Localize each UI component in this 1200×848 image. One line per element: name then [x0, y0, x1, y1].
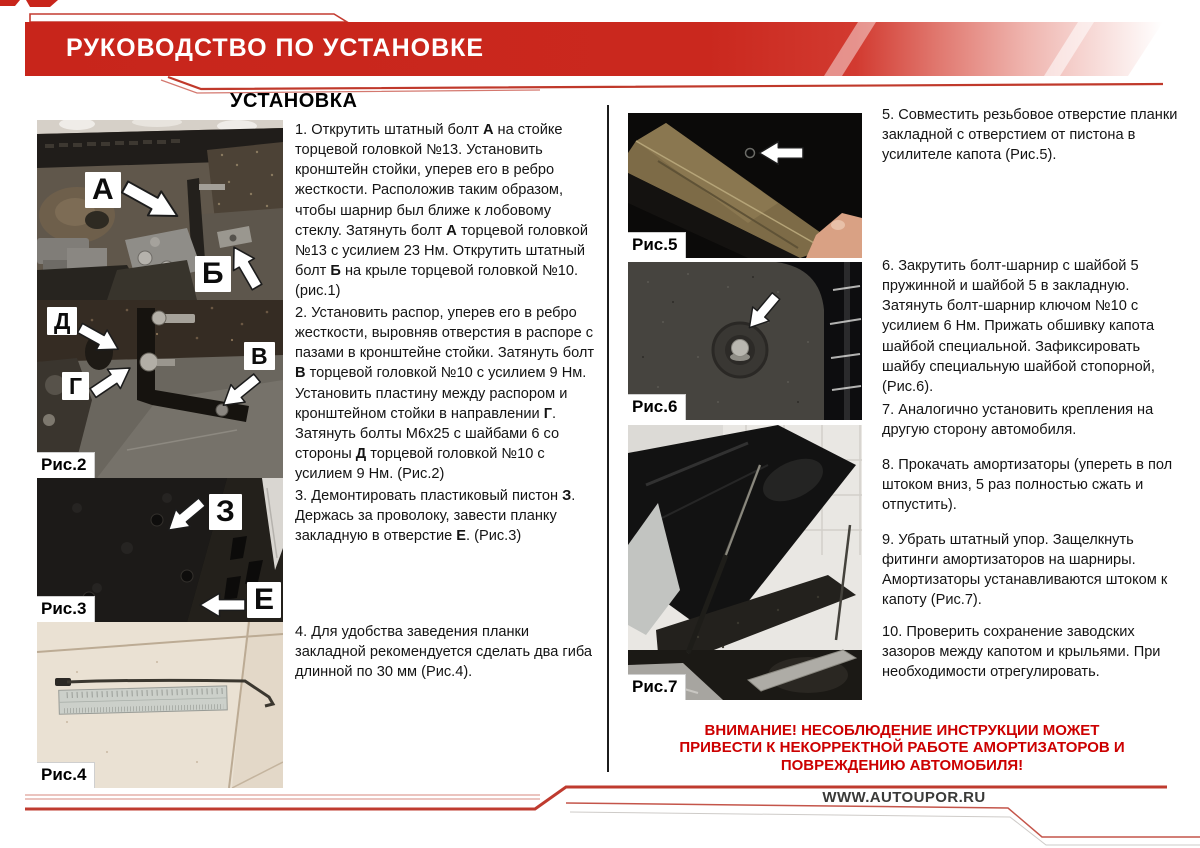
marker-v: В	[244, 342, 275, 370]
figure-caption: Рис.7	[628, 674, 686, 700]
page-title: РУКОВОДСТВО ПО УСТАНОВКЕ	[66, 34, 485, 62]
website-text: WWW.AUTOUPOR.RU	[822, 789, 986, 806]
step-2: 2. Установить распор, уперев его в ребро жесткости, выровняв отверстия в распоре с пазами в кронштейне стойки. Затянуть болт В торцевой головкой №10 с усилием 9 Нм. Установить пластину между распором и кронштейном стойки в направлении Г. Затянуть болты М6х25 с шайбами 6 со стороны Д торцевой головкой №10 с усилием 9 Нм. (Рис.2)	[295, 305, 595, 482]
open-hood-photo	[628, 425, 862, 700]
engine-bay-photo	[37, 120, 283, 300]
marker-a: А	[85, 172, 121, 208]
marker-e: Е	[247, 582, 281, 618]
corner-accent2-icon	[26, 0, 58, 7]
figure-ris2	[37, 300, 283, 478]
step-3: 3. Демонтировать пластиковый пистон З. Держась за проволоку, завести планку закладную в отверстие Е. (Рис.3)	[295, 488, 576, 545]
marker-b: Б	[195, 256, 231, 292]
column-divider	[607, 105, 609, 772]
figure-ris5	[628, 113, 862, 258]
figure-caption: Рис.6	[628, 394, 686, 420]
step-10: 10. Проверить сохранение заводских зазоров между капотом и крыльями. При необходимости отрегулировать.	[882, 624, 1161, 681]
banner-underline	[168, 77, 1163, 89]
figure-caption: Рис.3	[37, 596, 95, 622]
step-1: 1. Открутить штатный болт А на стойке торцевой головкой №13. Установить кронштейн стойки, уперев его в ребро жесткости. Расположив таким образом, чтобы шарнир был ближе к лобовому стеклу. Затянуть болт А торцевой головкой №13 с усилием 23 Нм. Открутить штатный болт Б на крыле торцевой головкой №10. (рис.1)	[295, 122, 588, 299]
figure-caption: Рис.2	[37, 452, 95, 478]
figure-ris7	[628, 425, 862, 700]
step-9: 9. Убрать штатный упор. Защелкнуть фитинги амортизаторов на шарниры. Амортизаторы устанавливаются штоком к капоту (Рис.7).	[882, 532, 1168, 609]
figure-ris3	[37, 478, 283, 622]
warning-text: ВНИМАНИЕ! НЕСОБЛЮДЕНИЕ ИНСТРУКЦИИ МОЖЕТ ПРИВЕСТИ К НЕКОРРЕКТНОЙ РАБОТЕ АМОРТИЗАТОРОВ И ПОВРЕЖДЕНИЮ АВТОМОБИЛЯ!	[679, 722, 1125, 774]
marker-g: Г	[62, 372, 89, 400]
step-4: 4. Для удобства заведения планки закладной рекомендуется сделать два гиба длинной по 30 мм (Рис.4).	[295, 624, 593, 681]
figure-caption: Рис.4	[37, 762, 95, 788]
step-8: 8. Прокачать амортизаторы (упереть в пол штоком вниз, 5 раз полностью сжать и отпустить).	[882, 457, 1173, 514]
figure-ris4	[37, 622, 283, 788]
step-7: 7. Аналогично установить крепления на другую сторону автомобиля.	[882, 402, 1154, 439]
figure-ris6	[628, 262, 862, 420]
footer-lines	[0, 770, 1200, 848]
marker-z: З	[209, 494, 242, 530]
figure-caption: Рис.5	[628, 232, 686, 258]
marker-d: Д	[47, 307, 77, 335]
figure-ris1	[37, 120, 283, 300]
step-5: 5. Совместить резьбовое отверстие планки закладной с отверстием от пистона в усилителе капота (Рис.5).	[882, 107, 1178, 164]
section-title: УСТАНОВКА	[230, 90, 358, 112]
banner-top-stripe	[30, 14, 347, 22]
step-6: 6. Закрутить болт-шарнир с шайбой 5 пружинной и шайбой 5 в закладную. Затянуть болт-шарнир ключом №10 с усилием 6 Нм. Прижать обшивку капота шайбой специальной. Зафиксировать шайбу специальную шайбой стопорной, (Рис.6).	[882, 258, 1155, 395]
corner-accent-icon	[0, 0, 20, 6]
